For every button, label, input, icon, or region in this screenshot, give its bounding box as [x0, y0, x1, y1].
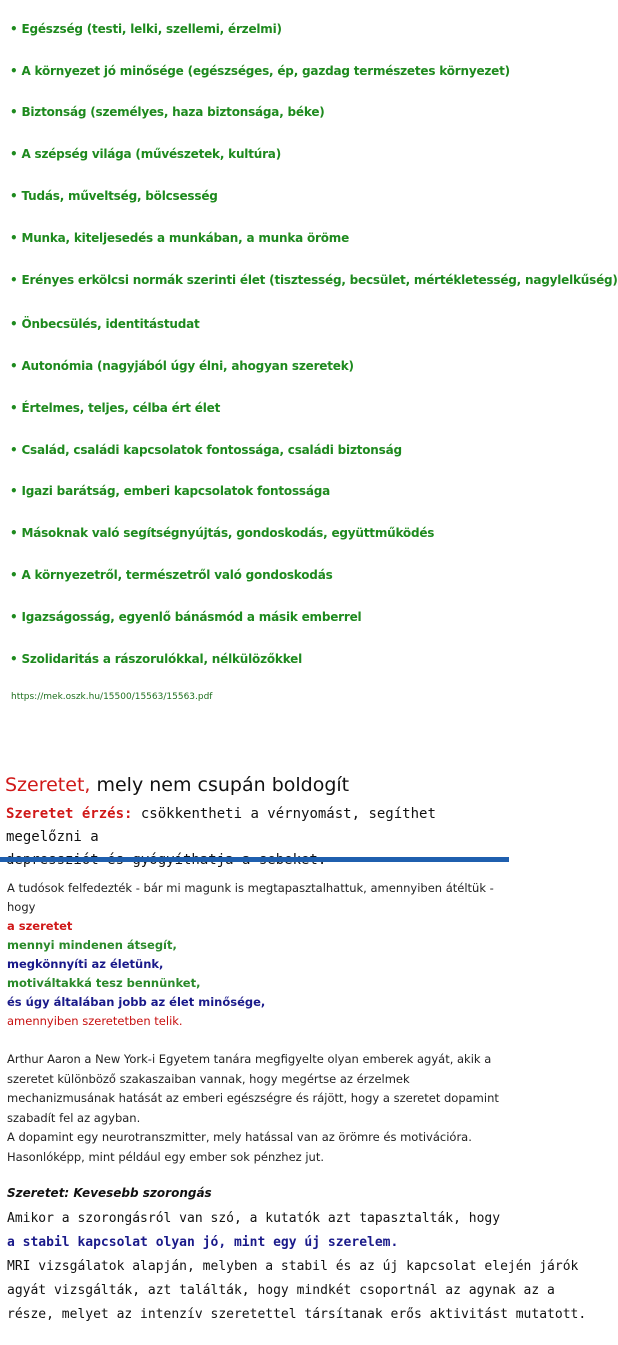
- list-item: • Család, családi kapcsolatok fontossága, családi biztonság: [10, 443, 402, 457]
- paragraph-line: MRI vizsgálatok alapján, melyben a stabil és az új kapcsolat elején járók: [7, 1259, 579, 1274]
- paragraph-line-highlight: a stabil kapcsolat olyan jó, mint egy új szerelem.: [7, 1235, 399, 1250]
- list-item: • Másoknak való segítségnyújtás, gondoskodás, együttműködés: [10, 526, 435, 540]
- section-title: Szeretet: Kevesebb szorongás: [7, 1186, 212, 1200]
- list-item: • A szépség világa (művészetek, kultúra): [10, 147, 281, 161]
- intro-line-blue: megkönnyíti az életünk,: [7, 957, 164, 971]
- subheading-accent: Szeretet érzés:: [6, 806, 133, 822]
- list-item: • Egészség (testi, lelki, szellemi, érzelmi): [10, 22, 282, 36]
- list-item: • Önbecsülés, identitástudat: [10, 317, 200, 331]
- list-item: • Igazságosság, egyenlő bánásmód a másik emberrel: [10, 610, 362, 624]
- intro-line: A tudósok felfedezték - bár mi magunk is megtapasztalhattuk, amennyiben átéltük -: [7, 881, 494, 895]
- intro-line-blue: és úgy általában jobb az élet minősége,: [7, 995, 266, 1009]
- list-item: • Erényes erkölcsi normák szerinti élet (tisztesség, becsület, mértékletesség, nagylelkűség): [10, 273, 618, 287]
- source-link[interactable]: https://mek.oszk.hu/15500/15563/15563.pdf: [11, 692, 213, 702]
- list-item: • Igazi barátság, emberi kapcsolatok fontossága: [10, 484, 331, 498]
- page-heading: [5, 774, 349, 796]
- list-item: • Tudás, műveltség, bölcsesség: [10, 189, 218, 203]
- section-divider: [0, 857, 509, 862]
- subheading-line1: csökkentheti a vérnyomást, segíthet megelőzni a: [6, 806, 436, 845]
- intro-paragraph: [7, 879, 522, 1031]
- intro-line: hogy: [7, 900, 36, 914]
- paragraph-line: agyát vizsgálták, azt találták, hogy mindkét csoportnál az agynak az a: [7, 1283, 555, 1298]
- paragraph-line: szabadít fel az agyban.: [7, 1110, 141, 1125]
- aaron-paragraph: [7, 1050, 522, 1167]
- intro-line-green: motiváltakká tesz bennünket,: [7, 976, 201, 990]
- paragraph-line: része, melyet az intenzív szeretettel társítanak erős aktivitást mutatott.: [7, 1307, 587, 1322]
- intro-line-red: a szeretet: [7, 919, 73, 933]
- list-item: • Szolidaritás a rászorulókkal, nélkülözőkkel: [10, 652, 303, 666]
- paragraph-line: A dopamint egy neurotranszmitter, mely hatással van az örömre és motivációra.: [7, 1130, 472, 1144]
- paragraph-line: Arthur Aaron a New York-i Egyetem tanára megfigyelte olyan emberek agyát, akik a: [7, 1052, 492, 1066]
- anxiety-paragraph: [7, 1207, 587, 1327]
- intro-line-red: amennyiben szeretetben telik.: [7, 1014, 183, 1028]
- paragraph-line: Amikor a szorongásról van szó, a kutatók azt tapasztalták, hogy: [7, 1211, 501, 1226]
- list-item: • Biztonság (személyes, haza biztonsága, béke): [10, 105, 325, 119]
- list-item: • Autonómia (nagyjából úgy élni, ahogyan szeretek): [10, 359, 354, 373]
- paragraph-line: Hasonlóképp, mint például egy ember sok pénzhez jut.: [7, 1149, 325, 1164]
- list-item: • A környezetről, természetről való gondoskodás: [10, 568, 333, 582]
- heading-accent: Szeretet,: [5, 774, 91, 796]
- heading-rest: mely nem csupán boldogít: [90, 774, 350, 796]
- list-item: • A környezet jó minősége (egészséges, ép, gazdag természetes környezet): [10, 64, 510, 78]
- list-item: • Munka, kiteljesedés a munkában, a munka öröme: [10, 231, 350, 245]
- paragraph-line: szeretet különböző szakaszaiban vannak, hogy megértse az érzelmek: [7, 1071, 410, 1086]
- paragraph-line: mechanizmusának hatását az emberi egészségre és rájött, hogy a szeretet dopamint: [7, 1091, 499, 1105]
- intro-line-green: mennyi mindenen átsegít,: [7, 938, 177, 952]
- list-item: • Értelmes, teljes, célba ért élet: [10, 401, 221, 415]
